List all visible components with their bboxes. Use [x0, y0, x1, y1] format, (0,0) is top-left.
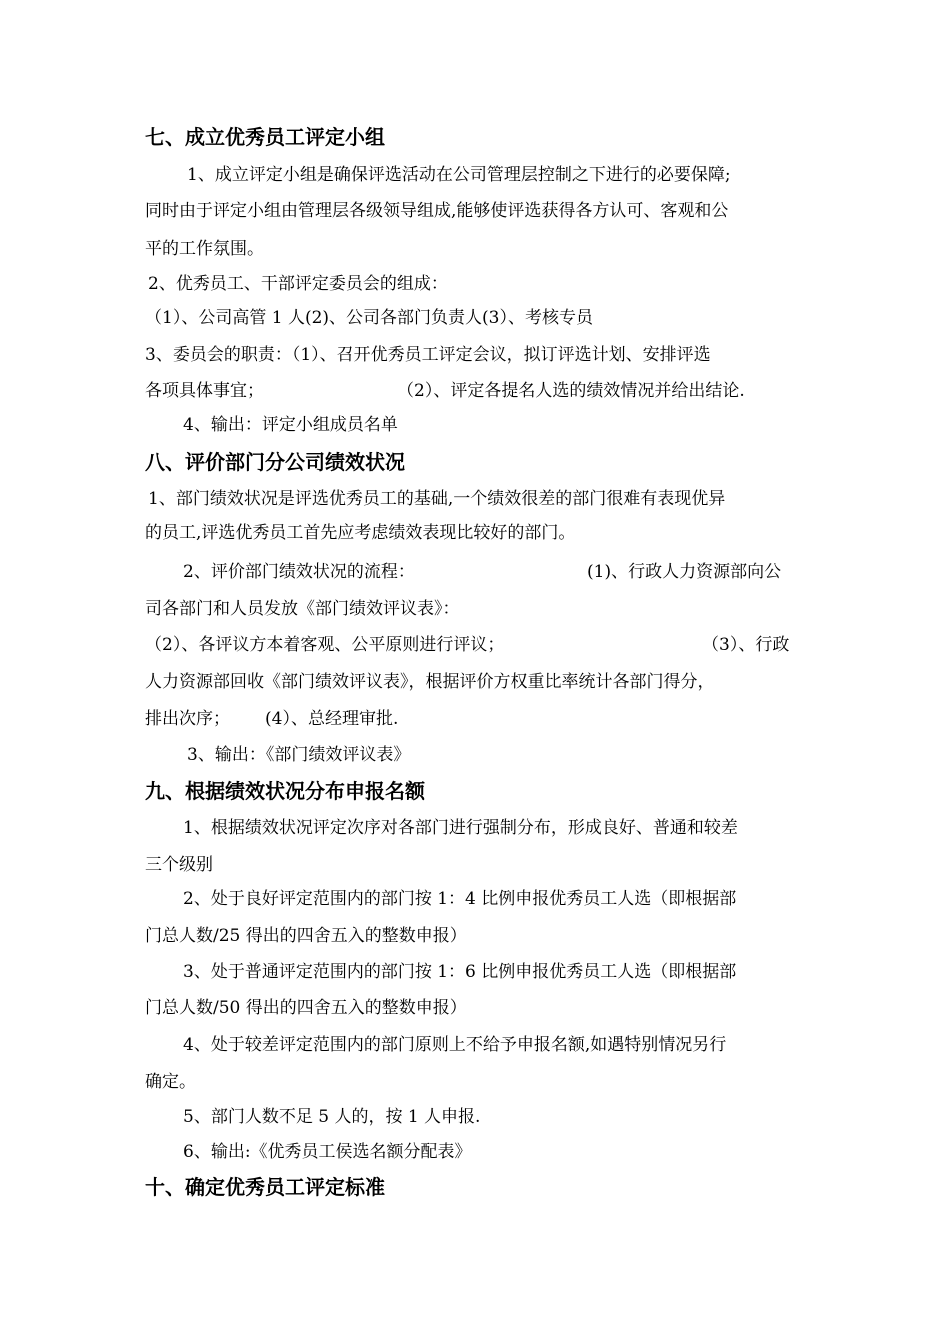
paragraph-segment: 2、评价部门绩效状况的流程： — [183, 562, 415, 582]
paragraph-line: 3、委员会的职责：（1）、召开优秀员工评定会议，拟订评选计划、安排评选 — [145, 345, 711, 365]
paragraph-segment: （2）、各评议方本着客观、公平原则进行评议； — [145, 635, 505, 655]
paragraph-segment: (1)、行政人力资源部向公 — [587, 562, 782, 582]
paragraph-segment: （2）、评定各提名人选的绩效情况并给出结论. — [397, 381, 745, 401]
paragraph-segment: 排出次序； — [145, 709, 230, 729]
paragraph-line: 人力资源部回收《部门绩效评议表》，根据评价方权重比率统计各部门得分， — [145, 672, 715, 692]
paragraph-line: 的员工,评选优秀员工首先应考虑绩效表现比较好的部门。 — [145, 523, 576, 543]
paragraph-line: 5、部门人数不足 5 人的，按 1 人申报. — [183, 1107, 481, 1127]
section-7-title: 七、成立优秀员工评定小组 — [145, 125, 385, 149]
paragraph-line: 2、处于良好评定范围内的部门按 1：4 比例申报优秀员工人选（即根据部 — [183, 889, 737, 909]
paragraph-line: 4、处于较差评定范围内的部门原则上不给予申报名额,如遇特别情况另行 — [183, 1035, 727, 1055]
paragraph-line: （1）、公司高管 1 人(2)、公司各部门负责人(3）、考核专员 — [145, 308, 593, 328]
section-9-title: 九、根据绩效状况分布申报名额 — [145, 779, 425, 803]
paragraph-line: 3、输出：《部门绩效评议表》 — [187, 745, 411, 765]
paragraph-line: 2、优秀员工、干部评定委员会的组成： — [148, 274, 448, 294]
paragraph-segment: 各项具体事宜； — [145, 381, 264, 401]
paragraph-line: 确定。 — [145, 1072, 196, 1092]
paragraph-line: 门总人数/25 得出的四舍五入的整数申报） — [145, 926, 467, 946]
paragraph-line: 司各部门和人员发放《部门绩效评议表》： — [145, 599, 460, 619]
paragraph-line: 1、成立评定小组是确保评选活动在公司管理层控制之下进行的必要保障; — [187, 165, 731, 185]
paragraph-line: 三个级别 — [145, 855, 213, 875]
paragraph-segment: （3）、行政 — [702, 635, 790, 655]
paragraph-line: 6、输出:《优秀员工侯选名额分配表》 — [183, 1142, 472, 1162]
paragraph-line: 4、输出：评定小组成员名单 — [183, 415, 398, 435]
section-8-title: 八、评价部门分公司绩效状况 — [145, 450, 405, 474]
section-10-title: 十、确定优秀员工评定标准 — [145, 1175, 385, 1199]
paragraph-line: 同时由于评定小组由管理层各级领导组成,能够使评选获得各方认可、客观和公 — [145, 201, 729, 221]
paragraph-line: 1、根据绩效状况评定次序对各部门进行强制分布，形成良好、普通和较差 — [183, 818, 738, 838]
paragraph-segment: (4）、总经理审批. — [265, 709, 399, 729]
paragraph-line: 平的工作氛围。 — [145, 239, 264, 259]
paragraph-line: 3、处于普通评定范围内的部门按 1：6 比例申报优秀员工人选（即根据部 — [183, 962, 737, 982]
paragraph-line: 1、部门绩效状况是评选优秀员工的基础,一个绩效很差的部门很难有表现优异 — [148, 489, 726, 509]
paragraph-line: 门总人数/50 得出的四舍五入的整数申报） — [145, 998, 467, 1018]
